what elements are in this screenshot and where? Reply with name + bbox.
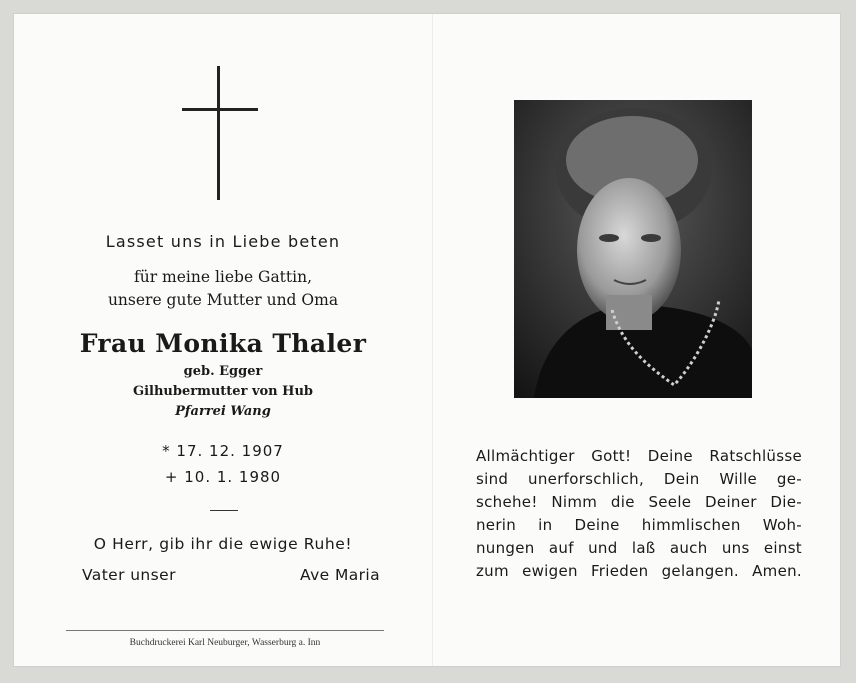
card-fold-line xyxy=(432,14,433,666)
parish-line: Pfarrei Wang xyxy=(175,404,271,419)
prayer-vater-unser: Vater unser xyxy=(82,566,176,584)
dedication-line-2: unsere gute Mutter und Oma xyxy=(107,291,339,309)
prayer-line: schehe! Nimm die Seele Deiner Die- xyxy=(476,493,802,511)
title-line: Gilhubermutter von Hub xyxy=(133,384,313,399)
prayer-ave-maria: Ave Maria xyxy=(300,566,380,584)
prayer-line: zum ewigen Frieden gelangen. Amen. xyxy=(476,562,802,580)
prayer-line: nungen auf und laß auch uns einst xyxy=(476,539,802,557)
deceased-name: Frau Monika Thaler xyxy=(79,329,367,358)
prayer-line: nerin in Deine himmlischen Woh- xyxy=(476,516,802,534)
dedication-line-1: für meine liebe Gattin, xyxy=(133,268,313,286)
printer-rule xyxy=(66,630,384,631)
death-date: + 10. 1. 1980 xyxy=(164,468,282,486)
divider xyxy=(210,510,238,511)
prayer-line: sind unerforschlich, Dein Wille ge- xyxy=(476,470,802,488)
left-page xyxy=(64,14,382,666)
portrait-photo xyxy=(514,100,752,398)
prayer-request: Lasset uns in Liebe beten xyxy=(105,232,341,251)
closing-prayer: O Herr, gib ihr die ewige Ruhe! xyxy=(93,535,353,553)
prayer-line: Allmächtiger Gott! Deine Ratschlüsse xyxy=(476,447,802,465)
memorial-card xyxy=(14,14,840,666)
maiden-name: geb. Egger xyxy=(183,364,263,379)
cross-icon xyxy=(182,66,258,202)
printer-credit: Buchdruckerei Karl Neuburger, Wasserburg a. Inn xyxy=(129,638,321,648)
prayer-text xyxy=(476,445,802,583)
birth-date: * 17. 12. 1907 xyxy=(162,442,284,460)
